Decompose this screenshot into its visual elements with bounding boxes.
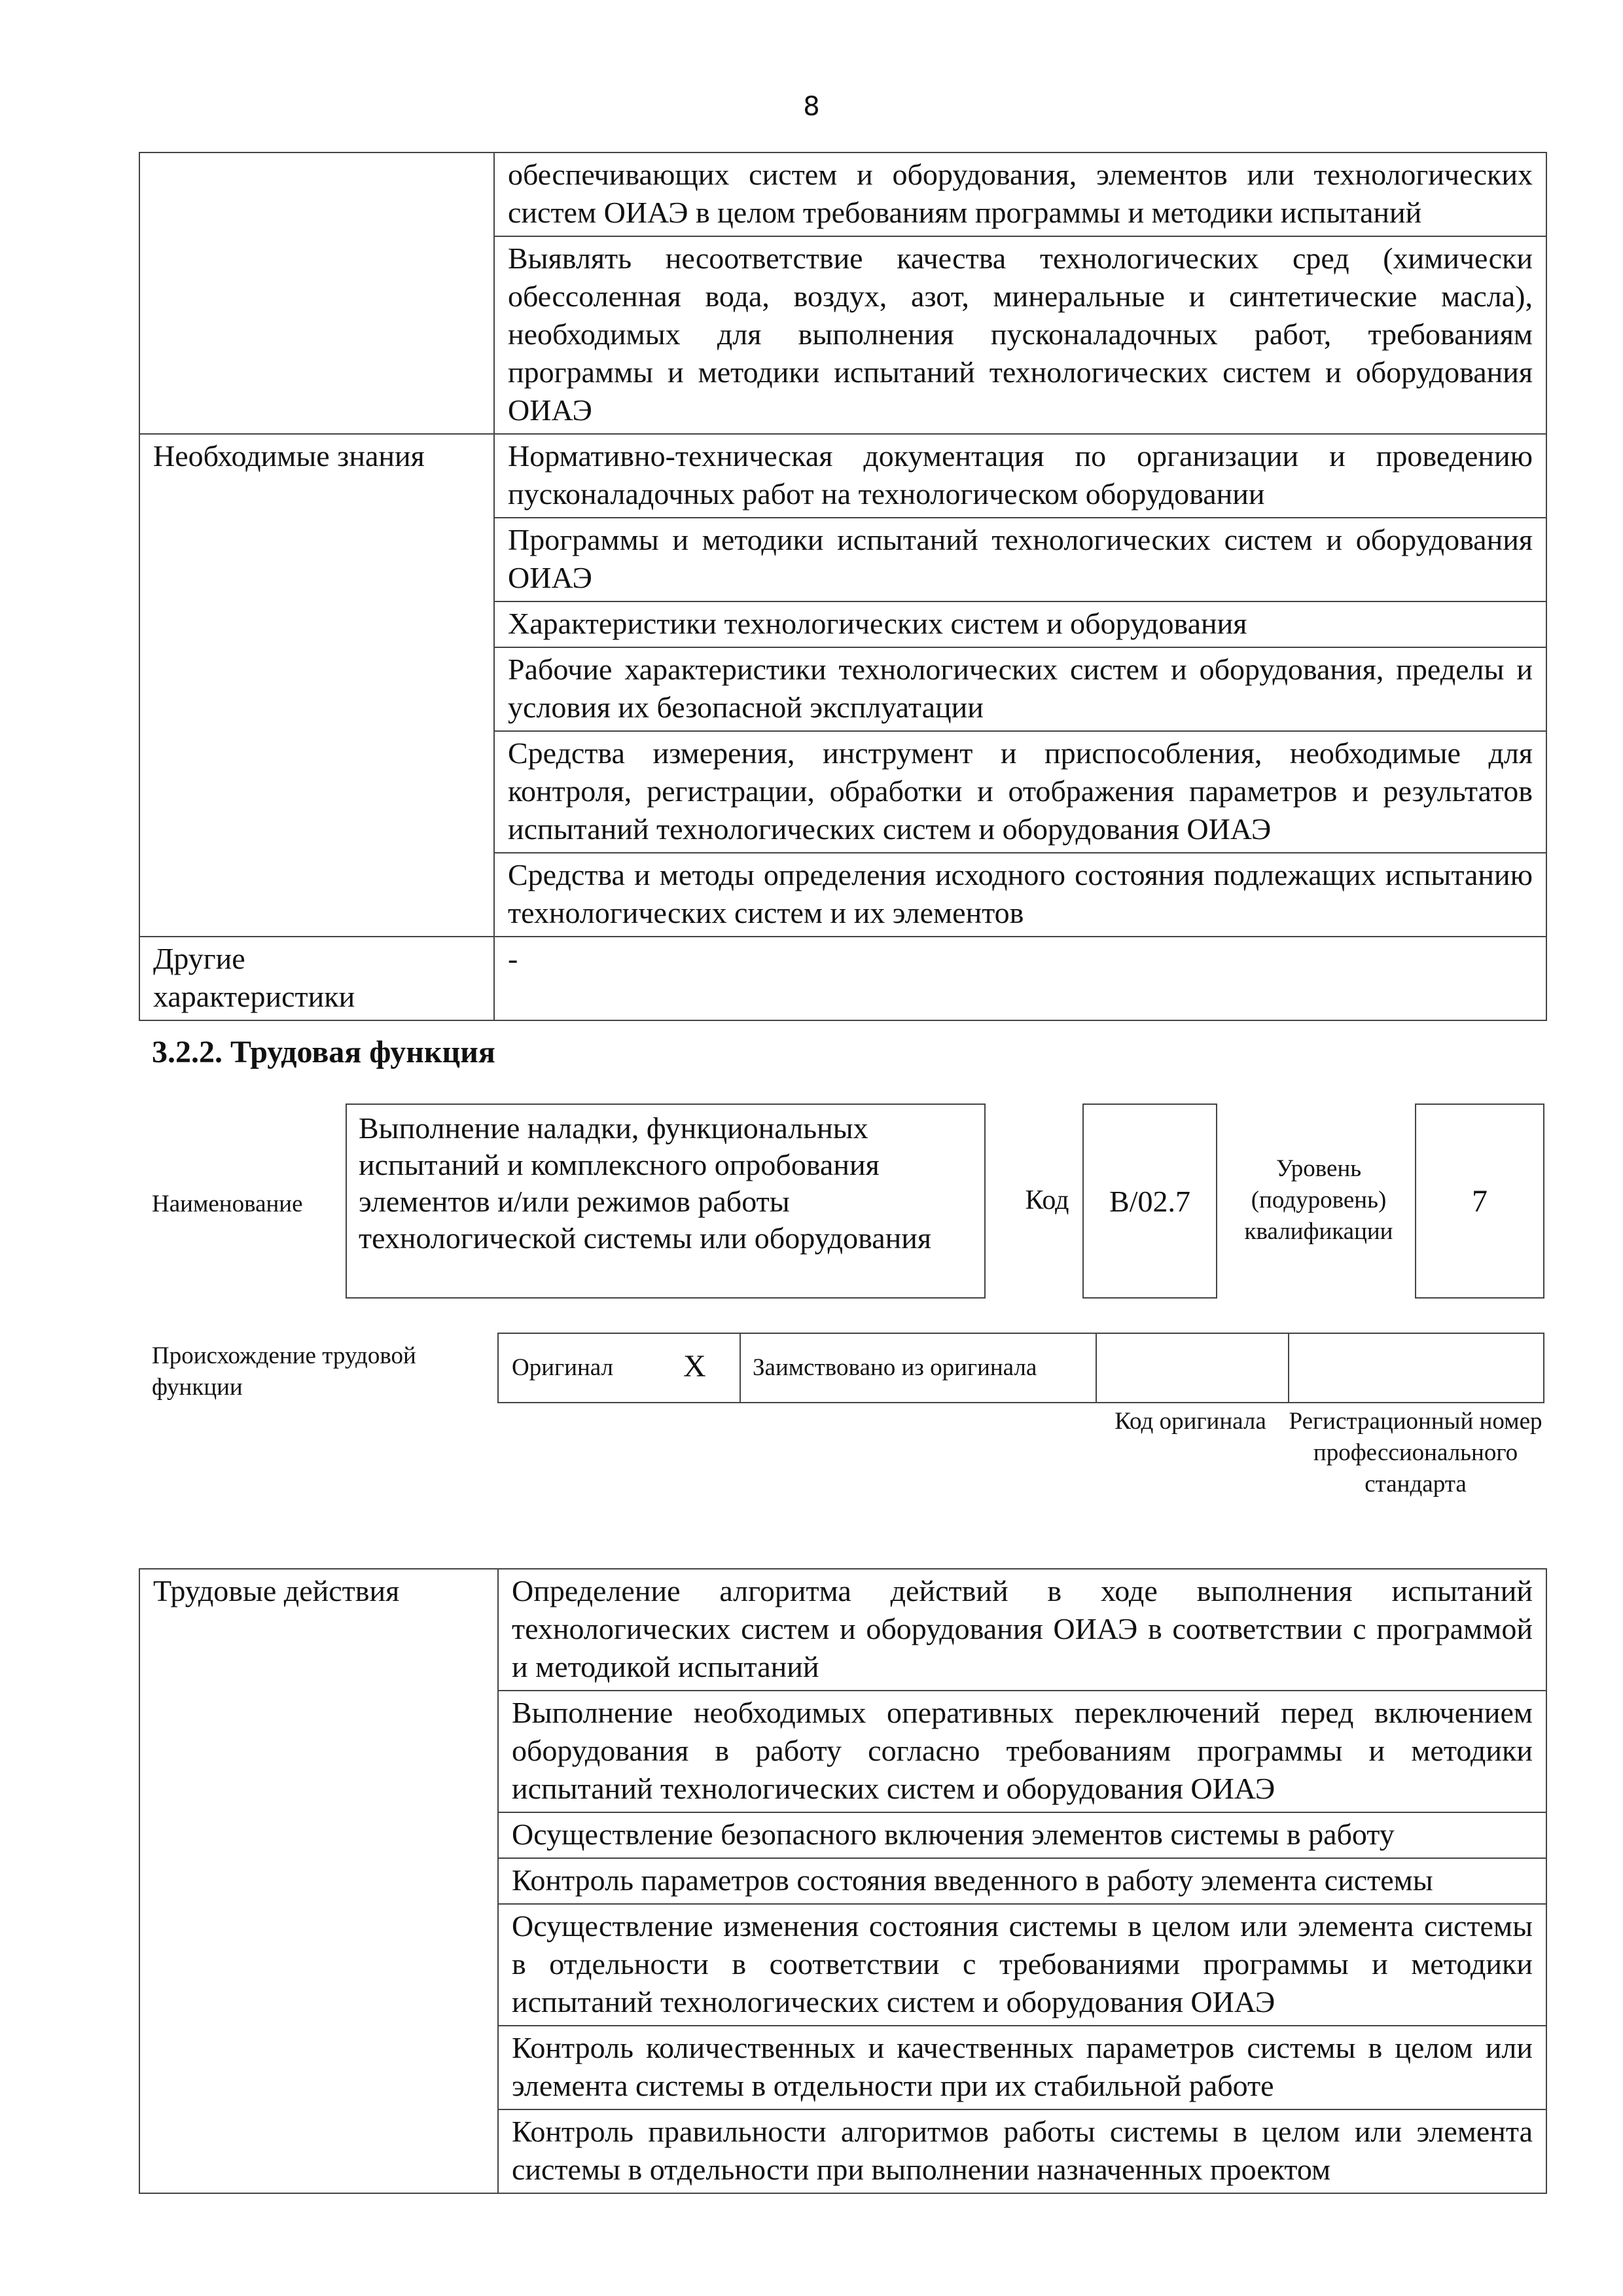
name-label: Наименование (152, 1191, 303, 1217)
function-name-box (346, 1103, 986, 1299)
origin-box (497, 1333, 1544, 1403)
skills-knowledge-table (139, 152, 1547, 1021)
table-cell: Контроль правильности алгоритмов работы системы в целом или элемента системы в отдельности при выполнении назначенных проектом (498, 2109, 1546, 2193)
row-label-other (139, 937, 494, 1020)
other-label: Другие характеристики (153, 942, 355, 1013)
divider (1096, 1334, 1097, 1402)
table-row (139, 434, 1546, 518)
table-cell: Контроль параметров состояния введенного в работу элемента системы (498, 1858, 1546, 1904)
level-label: Уровень (подуровень) квалификации (1244, 1155, 1393, 1245)
table-cell: Контроль количественных и качественных параметров системы в целом или элемента системы в отдельности при их стабильной работе (498, 2026, 1546, 2109)
table-cell: Выявлять несоответствие качества технологических сред (химически обессоленная вода, воздух, азот, минеральные и синтетические масла), необходимых для выполнения пусконаладочных работ, требованиям программы и методики испытаний технологических систем и оборудования ОИАЭ (494, 236, 1546, 434)
labor-actions-table (139, 1568, 1547, 2194)
divider (1288, 1334, 1289, 1402)
table-row (139, 1569, 1546, 1691)
original-mark: X (683, 1349, 706, 1384)
code-original-caption: Код оригинала (1115, 1408, 1266, 1435)
code-label: Код (1025, 1185, 1069, 1215)
table-row (139, 152, 1546, 236)
code-box (1082, 1103, 1217, 1299)
row-label (139, 152, 494, 434)
table-cell: Программы и методики испытаний технологических систем и оборудования ОИАЭ (494, 518, 1546, 601)
table-cell: Осуществление изменения состояния системы в целом или элемента системы в отдельности в соответствии с требованиями программы и методики испытаний технологических систем и оборудования ОИАЭ (498, 1904, 1546, 2026)
table-cell: - (494, 937, 1546, 1020)
table-row (139, 937, 1546, 1020)
reg-number-caption: Регистрационный номер профессионального стандарта (1289, 1408, 1543, 1498)
table-cell: Выполнение необходимых оперативных переключений перед включением оборудования в работу согласно требованиям программы и методики испытаний технологических систем и оборудования ОИАЭ (498, 1691, 1546, 1812)
code-value: B/02.7 (1109, 1184, 1190, 1218)
table-cell: обеспечивающих систем и оборудования, элементов или технологических систем ОИАЭ в целом требованиям программы и методики испытаний (494, 152, 1546, 236)
table-cell: Средства измерения, инструмент и приспособления, необходимые для контроля, регистрации, обработки и отображения параметров и результатов испытаний технологических систем и оборудования ОИАЭ (494, 731, 1546, 853)
level-box (1415, 1103, 1544, 1299)
table-cell: Нормативно-техническая документация по организации и проведению пусконаладочных работ на технологическом оборудовании (494, 434, 1546, 518)
row-label-actions: Трудовые действия (139, 1569, 498, 2193)
original-label: Оригинал (512, 1354, 614, 1381)
divider (740, 1334, 741, 1402)
page-number: 8 (803, 92, 820, 122)
table-cell: Определение алгоритма действий в ходе выполнения испытаний технологических систем и оборудования ОИАЭ в соответствии с программой и методикой испытаний (498, 1569, 1546, 1691)
table-cell: Рабочие характеристики технологических систем и оборудования, пределы и условия их безопасной эксплуатации (494, 647, 1546, 731)
function-name: Выполнение наладки, функциональных испытаний и комплексного опробования элементов и/или режимов работы технологической системы или оборудования (359, 1111, 932, 1255)
borrowed-label: Заимствовано из оригинала (753, 1354, 1037, 1381)
level-value: 7 (1472, 1183, 1488, 1219)
table-cell: Средства и методы определения исходного состояния подлежащих испытанию технологических систем и их элементов (494, 853, 1546, 937)
origin-label: Происхождение трудовой функции (152, 1342, 416, 1401)
row-label-knowledge: Необходимые знания (139, 434, 494, 937)
table-cell: Осуществление безопасного включения элементов системы в работу (498, 1812, 1546, 1858)
section-title: 3.2.2. Трудовая функция (152, 1035, 495, 1069)
table-cell: Характеристики технологических систем и оборудования (494, 601, 1546, 647)
